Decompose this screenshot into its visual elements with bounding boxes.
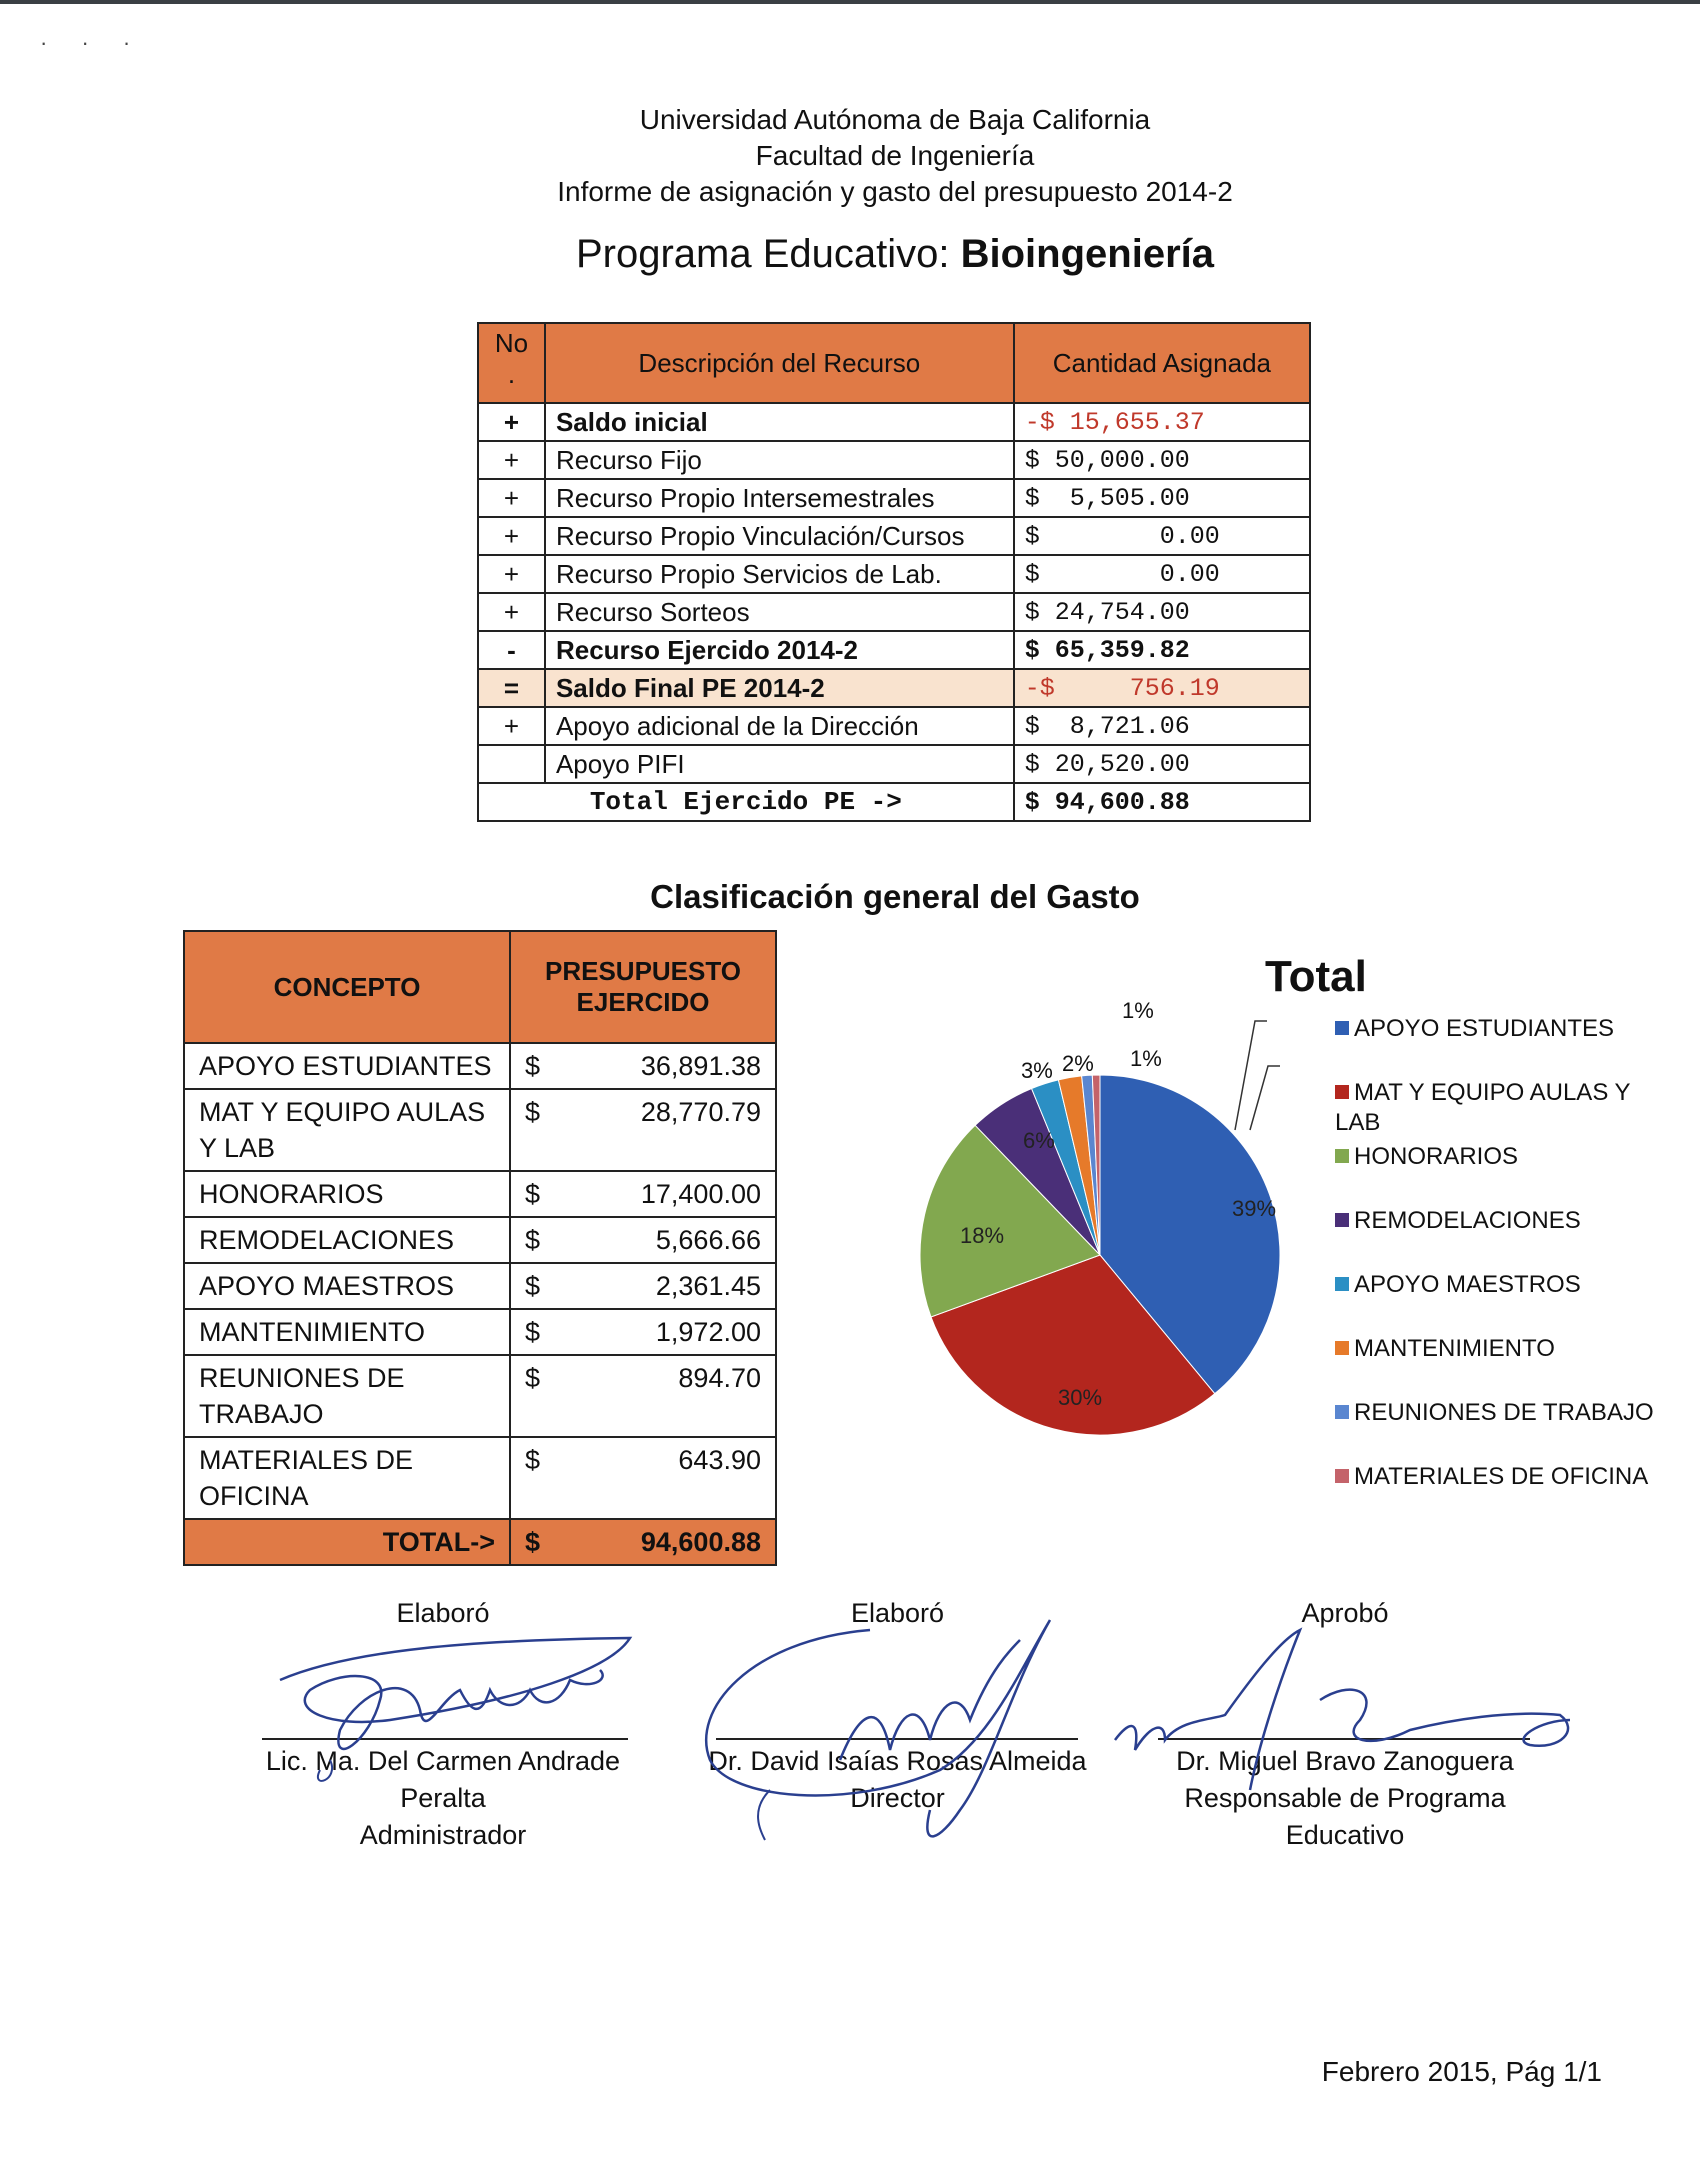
legend-item bbox=[1335, 1206, 1581, 1236]
signature-name-cont: Responsable de Programa bbox=[1184, 1783, 1506, 1813]
pie-data-label: 3% bbox=[1021, 1058, 1053, 1083]
budget-desc: Recurso Propio Vinculación/Cursos bbox=[545, 517, 1014, 555]
concept-total-cell bbox=[510, 1519, 776, 1565]
legend-label: REMODELACIONES bbox=[1354, 1207, 1581, 1234]
budget-sign: + bbox=[478, 479, 545, 517]
budget-sign: = bbox=[478, 669, 545, 707]
budget-header-amount: Cantidad Asignada bbox=[1014, 323, 1310, 403]
signature-title: Administrador bbox=[359, 1820, 527, 1850]
signature-scribble-3 bbox=[1110, 1620, 1580, 1810]
budget-desc: Saldo inicial bbox=[545, 403, 1014, 441]
budget-amount: -$ 15,655.37 bbox=[1014, 403, 1310, 441]
budget-desc: Recurso Fijo bbox=[545, 441, 1014, 479]
concept-total-amount: 94,600.88 bbox=[640, 1527, 761, 1557]
concept-amount-cell bbox=[510, 1355, 776, 1437]
footer-date-page: Febrero 2015, Pág 1/1 bbox=[1321, 2056, 1602, 2087]
pie-data-label: 6% bbox=[1023, 1128, 1055, 1153]
legend-swatch bbox=[1335, 1149, 1349, 1163]
concept-amount-cell bbox=[510, 1089, 776, 1171]
pie-leader-line bbox=[1235, 1021, 1267, 1130]
pie-data-label: 2% bbox=[1062, 1051, 1094, 1076]
budget-desc: Recurso Propio Servicios de Lab. bbox=[545, 555, 1014, 593]
legend-item bbox=[1335, 1270, 1581, 1300]
concept-row bbox=[184, 1043, 776, 1089]
budget-total-label: Total Ejercido PE -> bbox=[478, 783, 1014, 821]
budget-desc: Recurso Propio Intersemestrales bbox=[545, 479, 1014, 517]
legend-swatch bbox=[1335, 1021, 1349, 1035]
chart-title: Total bbox=[1265, 952, 1367, 1001]
pie-data-label: 1% bbox=[1122, 998, 1154, 1023]
budget-row bbox=[478, 707, 1310, 745]
concept-name: MANTENIMIENTO bbox=[184, 1309, 510, 1355]
budget-amount: $ 65,359.82 bbox=[1014, 631, 1310, 669]
concept-currency: $ bbox=[525, 1445, 541, 1475]
signature-title: Educativo bbox=[1285, 1820, 1405, 1850]
budget-amount: $ 50,000.00 bbox=[1014, 441, 1310, 479]
legend-label: MATERIALES DE OFICINA bbox=[1354, 1463, 1649, 1490]
faculty-name: Facultad de Ingeniería bbox=[755, 140, 1035, 171]
concept-name: HONORARIOS bbox=[184, 1171, 510, 1217]
budget-amount: $ 24,754.00 bbox=[1014, 593, 1310, 631]
concept-header-budget-line2: EJERCIDO bbox=[576, 987, 710, 1017]
concept-header-budget bbox=[510, 931, 776, 1043]
concept-name: REUNIONES DE TRABAJO bbox=[184, 1355, 510, 1437]
legend-item bbox=[1335, 1398, 1654, 1428]
concept-row bbox=[184, 1089, 776, 1171]
concept-amount-cell bbox=[510, 1217, 776, 1263]
budget-header-no-text: No bbox=[494, 328, 529, 358]
budget-row bbox=[478, 745, 1310, 783]
pie-data-label: 1% bbox=[1130, 1046, 1162, 1071]
signature-role: Aprobó bbox=[1301, 1598, 1389, 1628]
budget-row bbox=[478, 593, 1310, 631]
budget-row-highlight bbox=[478, 669, 1310, 707]
concept-table bbox=[183, 930, 777, 1566]
section-title: Clasificación general del Gasto bbox=[650, 878, 1140, 915]
legend-swatch bbox=[1335, 1277, 1349, 1291]
university-name: Universidad Autónoma de Baja California bbox=[639, 104, 1151, 135]
budget-desc: Apoyo adicional de la Dirección bbox=[545, 707, 1014, 745]
concept-currency: $ bbox=[525, 1271, 541, 1301]
program-name: Bioingeniería bbox=[960, 232, 1215, 276]
budget-amount: $ 20,520.00 bbox=[1014, 745, 1310, 783]
concept-header-row bbox=[184, 931, 776, 1043]
budget-sign: + bbox=[478, 403, 545, 441]
signature-role: Elaboró bbox=[396, 1598, 490, 1628]
budget-header-description: Descripción del Recurso bbox=[545, 323, 1014, 403]
legend-item bbox=[1335, 1462, 1648, 1492]
budget-total-row bbox=[478, 783, 1310, 821]
concept-amount: 2,361.45 bbox=[655, 1271, 761, 1301]
concept-header-budget-line1: PRESUPUESTO bbox=[544, 956, 741, 986]
legend-label: MAT Y EQUIPO AULAS Y LAB bbox=[1335, 1079, 1631, 1136]
concept-name: APOYO ESTUDIANTES bbox=[184, 1043, 510, 1089]
pie-leader-line bbox=[1250, 1066, 1280, 1130]
legend-swatch bbox=[1335, 1085, 1349, 1099]
concept-header-concept: CONCEPTO bbox=[184, 931, 510, 1043]
concept-amount-cell bbox=[510, 1263, 776, 1309]
legend-label: HONORARIOS bbox=[1354, 1143, 1519, 1170]
concept-currency: $ bbox=[525, 1317, 541, 1347]
concept-amount-cell bbox=[510, 1309, 776, 1355]
legend-label: REUNIONES DE TRABAJO bbox=[1354, 1399, 1654, 1426]
concept-currency: $ bbox=[525, 1051, 541, 1081]
budget-sign: + bbox=[478, 441, 545, 479]
legend-label: MANTENIMIENTO bbox=[1354, 1335, 1555, 1362]
signature-scribble-1 bbox=[270, 1610, 650, 1810]
top-border bbox=[0, 0, 1700, 4]
scan-specks: · · · bbox=[40, 30, 145, 55]
budget-amount: $ 0.00 bbox=[1014, 555, 1310, 593]
concept-amount: 643.90 bbox=[678, 1445, 761, 1475]
concept-currency: $ bbox=[525, 1225, 541, 1255]
budget-table bbox=[477, 322, 1311, 822]
budget-row bbox=[478, 631, 1310, 669]
pie-chart bbox=[880, 990, 1300, 1470]
signature-name: Dr. David Isaías Rosas Almeida bbox=[708, 1746, 1087, 1776]
budget-total-amount: $ 94,600.88 bbox=[1014, 783, 1310, 821]
program-label: Programa Educativo: bbox=[575, 232, 950, 276]
legend-item bbox=[1335, 1334, 1555, 1364]
concept-currency: $ bbox=[525, 1179, 541, 1209]
concept-amount: 894.70 bbox=[678, 1363, 761, 1393]
concept-amount-cell bbox=[510, 1437, 776, 1519]
budget-row bbox=[478, 441, 1310, 479]
budget-desc: Recurso Sorteos bbox=[545, 593, 1014, 631]
legend-item bbox=[1335, 1078, 1665, 1138]
budget-row bbox=[478, 403, 1310, 441]
budget-header-no-dot: . bbox=[507, 359, 516, 389]
concept-amount: 17,400.00 bbox=[640, 1179, 761, 1209]
signature-role: Elaboró bbox=[850, 1598, 945, 1628]
concept-row bbox=[184, 1437, 776, 1519]
budget-amount: -$ 756.19 bbox=[1014, 669, 1310, 707]
budget-row bbox=[478, 517, 1310, 555]
pie-data-label: 30% bbox=[1058, 1385, 1103, 1410]
report-title: Informe de asignación y gasto del presupuesto 2014-2 bbox=[557, 176, 1233, 207]
budget-desc: Recurso Ejercido 2014-2 bbox=[545, 631, 1014, 669]
legend-swatch bbox=[1335, 1405, 1349, 1419]
concept-name: MAT Y EQUIPO AULAS Y LAB bbox=[184, 1089, 510, 1171]
pie-data-label: 18% bbox=[960, 1223, 1005, 1248]
budget-header-row bbox=[478, 323, 1310, 403]
legend-swatch bbox=[1335, 1469, 1349, 1483]
budget-sign: + bbox=[478, 517, 545, 555]
signature-scribble-2 bbox=[690, 1610, 1090, 1850]
concept-total-label: TOTAL-> bbox=[184, 1519, 510, 1565]
concept-row bbox=[184, 1171, 776, 1217]
legend-item bbox=[1335, 1014, 1614, 1044]
concept-row bbox=[184, 1355, 776, 1437]
concept-currency: $ bbox=[525, 1363, 541, 1393]
legend-label: APOYO MAESTROS bbox=[1354, 1271, 1581, 1298]
budget-desc: Saldo Final PE 2014-2 bbox=[545, 669, 1014, 707]
concept-amount: 5,666.66 bbox=[655, 1225, 761, 1255]
legend-label: APOYO ESTUDIANTES bbox=[1354, 1015, 1615, 1042]
concept-amount-cell bbox=[510, 1043, 776, 1089]
concept-row bbox=[184, 1263, 776, 1309]
concept-amount: 1,972.00 bbox=[655, 1317, 761, 1347]
budget-sign bbox=[478, 745, 545, 783]
legend-swatch bbox=[1335, 1341, 1349, 1355]
budget-row bbox=[478, 479, 1310, 517]
program-heading bbox=[0, 232, 1700, 277]
signature-title: Director bbox=[850, 1783, 945, 1813]
legend-swatch bbox=[1335, 1213, 1349, 1227]
legend-item bbox=[1335, 1142, 1518, 1172]
budget-desc: Apoyo PIFI bbox=[545, 745, 1014, 783]
budget-header-no bbox=[478, 323, 545, 403]
concept-name: REMODELACIONES bbox=[184, 1217, 510, 1263]
budget-row bbox=[478, 555, 1310, 593]
concept-row bbox=[184, 1309, 776, 1355]
concept-amount: 36,891.38 bbox=[640, 1051, 761, 1081]
signature-name: Lic. Ma. Del Carmen Andrade bbox=[265, 1746, 621, 1776]
concept-name: APOYO MAESTROS bbox=[184, 1263, 510, 1309]
pie-data-label: 39% bbox=[1232, 1196, 1277, 1221]
concept-currency: $ bbox=[525, 1097, 541, 1127]
concept-total-currency: $ bbox=[525, 1527, 541, 1557]
concept-total-row bbox=[184, 1519, 776, 1565]
concept-row bbox=[184, 1217, 776, 1263]
budget-sign: - bbox=[478, 631, 545, 669]
concept-name: MATERIALES DE OFICINA bbox=[184, 1437, 510, 1519]
signature-name-cont: Peralta bbox=[400, 1783, 486, 1813]
budget-sign: + bbox=[478, 593, 545, 631]
budget-amount: $ 5,505.00 bbox=[1014, 479, 1310, 517]
signature-name: Dr. Miguel Bravo Zanoguera bbox=[1176, 1746, 1514, 1776]
concept-amount: 28,770.79 bbox=[640, 1097, 761, 1127]
budget-amount: $ 8,721.06 bbox=[1014, 707, 1310, 745]
budget-amount: $ 0.00 bbox=[1014, 517, 1310, 555]
budget-sign: + bbox=[478, 555, 545, 593]
budget-sign: + bbox=[478, 707, 545, 745]
concept-amount-cell bbox=[510, 1171, 776, 1217]
